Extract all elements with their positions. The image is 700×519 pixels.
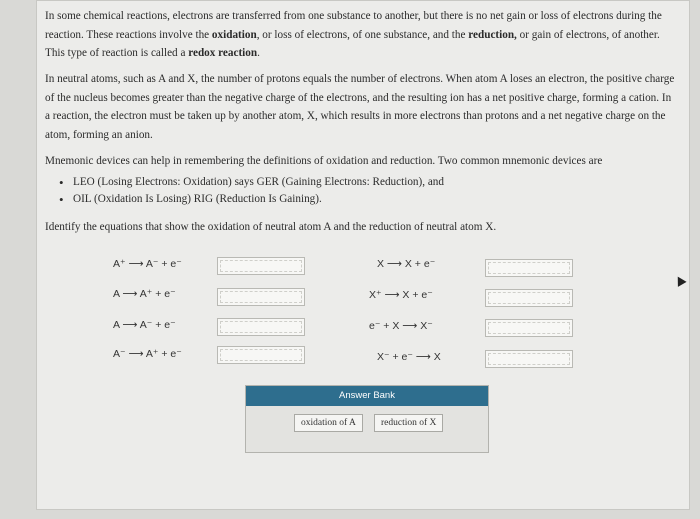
drop-target-left-1[interactable]: [217, 257, 305, 275]
bold-term-redox: redox reaction: [188, 47, 258, 60]
equation-right-4: X⁻ + e⁻ ⟶ X: [377, 351, 441, 363]
text-run: or gain of electrons, of another. This type of reaction is called a: [45, 28, 660, 60]
equation-right-3: e⁻ + X ⟶ X⁻: [369, 320, 433, 332]
drop-target-left-3[interactable]: [217, 318, 305, 336]
bold-term-oxidation: oxidation: [211, 28, 257, 41]
instruction-text: Identify the equations that show the oxidation of neutral atom A and the reduction of neutral atom X.: [45, 221, 497, 233]
answer-bank: [245, 385, 489, 453]
text-run: In some chemical reactions, electrons are transferred from one substance to another, but there is no net gain or loss of electrons during the reaction. These reactions involve the: [45, 10, 662, 41]
bold-term-reduction: reduction,: [468, 28, 517, 41]
equation-left-4: A⁻ ⟶ A⁺ + e⁻: [113, 348, 182, 360]
mouse-cursor-icon: [673, 274, 686, 287]
equation-left-2: A ⟶ A⁺ + e⁻: [113, 288, 176, 300]
equation-left-3: A ⟶ A⁻ + e⁻: [113, 319, 176, 331]
drop-target-right-1[interactable]: [485, 259, 573, 277]
equation-right-2: X⁺ ⟶ X + e⁻: [369, 289, 433, 301]
question-panel: [36, 0, 690, 510]
drop-target-left-4[interactable]: [217, 346, 305, 364]
mnemonic-list: [57, 174, 657, 208]
drop-target-left-2[interactable]: [217, 288, 305, 306]
text-run: , or loss of electrons, of one substance, and the: [256, 28, 469, 41]
equation-left-1: A⁺ ⟶ A⁻ + e⁻: [113, 258, 182, 270]
intro-paragraph-2: In neutral atoms, such as A and X, the number of protons equals the number of electrons. When atom A loses an electron, the positive charge of the nucleus becomes greater than the negative charge of the electrons, and the resulting ion has a net positive charge, forming a cation. In a reaction, the electron must be taken up by another atom, X, which results in more electrons than protons and a net negative charge on the atom, forming an anion.: [45, 73, 675, 141]
text-run: .: [257, 47, 260, 60]
mnemonic-item-leo: • LEO (Losing Electrons: Oxidation) says GER (Gaining Electrons: Reduction), and: [57, 174, 657, 191]
drop-target-right-3[interactable]: [485, 319, 573, 337]
intro-paragraph-1: [45, 7, 677, 63]
mnemonic-item-oil: • OIL (Oxidation Is Losing) RIG (Reduction Is Gaining).: [57, 191, 657, 208]
answer-bank-title: Answer Bank: [246, 386, 488, 406]
answer-chip-oxidation-of-a[interactable]: oxidation of A: [294, 414, 363, 432]
drop-target-right-2[interactable]: [485, 289, 573, 307]
equation-right-1: X ⟶ X + e⁻: [377, 258, 436, 270]
drop-target-right-4[interactable]: [485, 350, 573, 368]
answer-chip-reduction-of-x[interactable]: reduction of X: [374, 414, 443, 432]
intro-paragraph-3: Mnemonic devices can help in remembering the definitions of oxidation and reduction. Two common mnemonic devices are: [45, 155, 603, 167]
